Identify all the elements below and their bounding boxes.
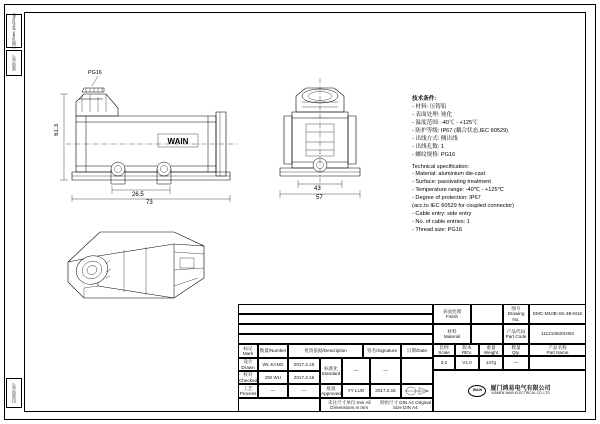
- stamp-basemap-no: 底图总号: [6, 50, 22, 76]
- finish-label: 表面处理 Finish: [433, 304, 471, 324]
- spec-en-4: (acc.to IEC 60529 for coupled connector): [412, 203, 514, 210]
- dim-side-overall: 57: [316, 195, 323, 201]
- role-name-process: —: [258, 384, 288, 398]
- role-name-checked: ZW WU: [258, 371, 288, 384]
- dim-front-overall: 73: [146, 200, 153, 206]
- role-label-process: 工艺 Process: [239, 385, 257, 396]
- role-name-standard: —: [342, 358, 370, 384]
- scale-value: 3:2: [433, 356, 455, 370]
- role-date-process: —: [288, 384, 320, 398]
- company-block: [433, 370, 586, 412]
- role-date-approved: 2017.2.16: [370, 384, 401, 398]
- spec-cn-5: - 出线孔数: 1: [412, 143, 445, 150]
- unit-origin-note: 未注尺寸单位:mm All Dimensions in mm 原始尺寸 DIN A4 Original Size DIN A4: [320, 398, 433, 412]
- role-label-approved: 批准 Approved: [321, 385, 341, 396]
- dim-side-inner: 43: [314, 186, 321, 192]
- spec-en-1: - Surface: passivating treatment: [412, 179, 491, 186]
- role-label-checked: 校对 Checked: [238, 372, 258, 383]
- spec-cn-0: - 材料: 压铸铝: [412, 103, 447, 110]
- rev-row-1: [238, 304, 433, 314]
- spec-title-cn: 技术条件:: [412, 96, 437, 102]
- title-block: [238, 304, 586, 412]
- drawing-no-value: EMC-M10B-SE-4B-M16: [529, 304, 586, 324]
- rev-head-mark: 标记 Mark: [238, 344, 258, 358]
- weight-label: 重量 Weight: [479, 344, 503, 356]
- dim-front-inner: 26.5: [132, 192, 144, 198]
- company-logo-icon: WAIN: [468, 385, 486, 397]
- rev-row-4: [238, 334, 433, 344]
- rev-row-2: [238, 314, 433, 324]
- role-name-approved: YY LUO: [342, 384, 370, 398]
- scale-label: 比例 Scale: [433, 344, 455, 356]
- role-label-standard: 标准化 Standard: [320, 358, 342, 384]
- bottom-left-note: [238, 398, 320, 412]
- role-label-drawn: 设计 Drawn: [238, 358, 258, 371]
- spec-en-0: - Material: aluminium die-cast: [412, 171, 486, 178]
- projection-symbol: [401, 384, 433, 398]
- part-code-value: 1112105301003: [529, 324, 586, 344]
- spec-cn-4: - 出线方式: 侧出线: [412, 135, 458, 142]
- qty-value: —: [503, 356, 529, 370]
- finish-value: [471, 304, 503, 324]
- dim-front-height: 61.3: [54, 124, 60, 136]
- part-name-label: 产品名称 Part Name: [529, 344, 586, 356]
- spec-cn-1: - 表面处理: 钝化: [412, 111, 453, 118]
- rev-head-signature: 签名/Signature: [363, 344, 401, 358]
- spec-en-7: - Thread size: PG16: [412, 227, 462, 233]
- rev-label: 版本 REV.: [455, 344, 479, 356]
- stamp-old-basemap-no: 旧底图总号: [6, 378, 22, 408]
- svg-text:WAIN: WAIN: [167, 137, 189, 146]
- company-name-en: XIAMEN WAIN ELECTRICAL CO.,LTD: [491, 391, 550, 396]
- rev-value: V1.0: [455, 356, 479, 370]
- qty-label: 数量 Qty.: [503, 344, 529, 356]
- part-name-value: [529, 356, 586, 370]
- rev-head-date: 日期/Date: [401, 344, 433, 358]
- role-date-checked: 2017.2.16: [288, 371, 320, 384]
- material-label: 材料 Material: [433, 324, 471, 344]
- side-view: [262, 72, 392, 202]
- dim-thread-size: PG16: [88, 70, 102, 76]
- technical-specification: [412, 96, 582, 235]
- material-value: [471, 324, 503, 344]
- spec-cn-2: - 温度范围: -40℃ - +125℃: [412, 119, 478, 126]
- role-date-drawn: 2017.2.16: [288, 358, 320, 371]
- front-view: [46, 70, 256, 206]
- spec-title-en: Technical specification:: [412, 163, 470, 170]
- isometric-view: [54, 222, 234, 312]
- spec-cn-6: - 螺纹规格: PG16: [412, 151, 456, 158]
- spec-en-3: - Degree of protection: IP67: [412, 195, 481, 202]
- company-name-cn: 厦门鸿易电气有限公司: [490, 385, 551, 392]
- spec-en-6: - No. of cable entries: 1: [412, 219, 470, 226]
- spec-cn-3: - 防护等级: IP67 (耦合状态,IEC 60529): [412, 127, 509, 134]
- rev-head-number: 数量/Number: [258, 344, 288, 358]
- stamp-date-sign: 日期/Date 签名/Sign: [6, 14, 22, 48]
- part-code-label: 产品代码 Part Code: [503, 324, 529, 344]
- role-date-standard: —: [370, 358, 401, 384]
- rev-row-3: [238, 324, 433, 334]
- rev-head-description: 更改依据/Description: [288, 344, 363, 358]
- drawing-no-label: 图号 Drawing No.: [503, 304, 529, 324]
- weight-value: 147g: [479, 356, 503, 370]
- spec-en-2: - Temperature range: -40℃ - +125℃: [412, 187, 504, 194]
- role-name-drawn: WL KANG: [258, 358, 288, 371]
- spec-en-5: - Cable entry: side entry: [412, 211, 472, 218]
- rev-extra-cell: [401, 358, 433, 384]
